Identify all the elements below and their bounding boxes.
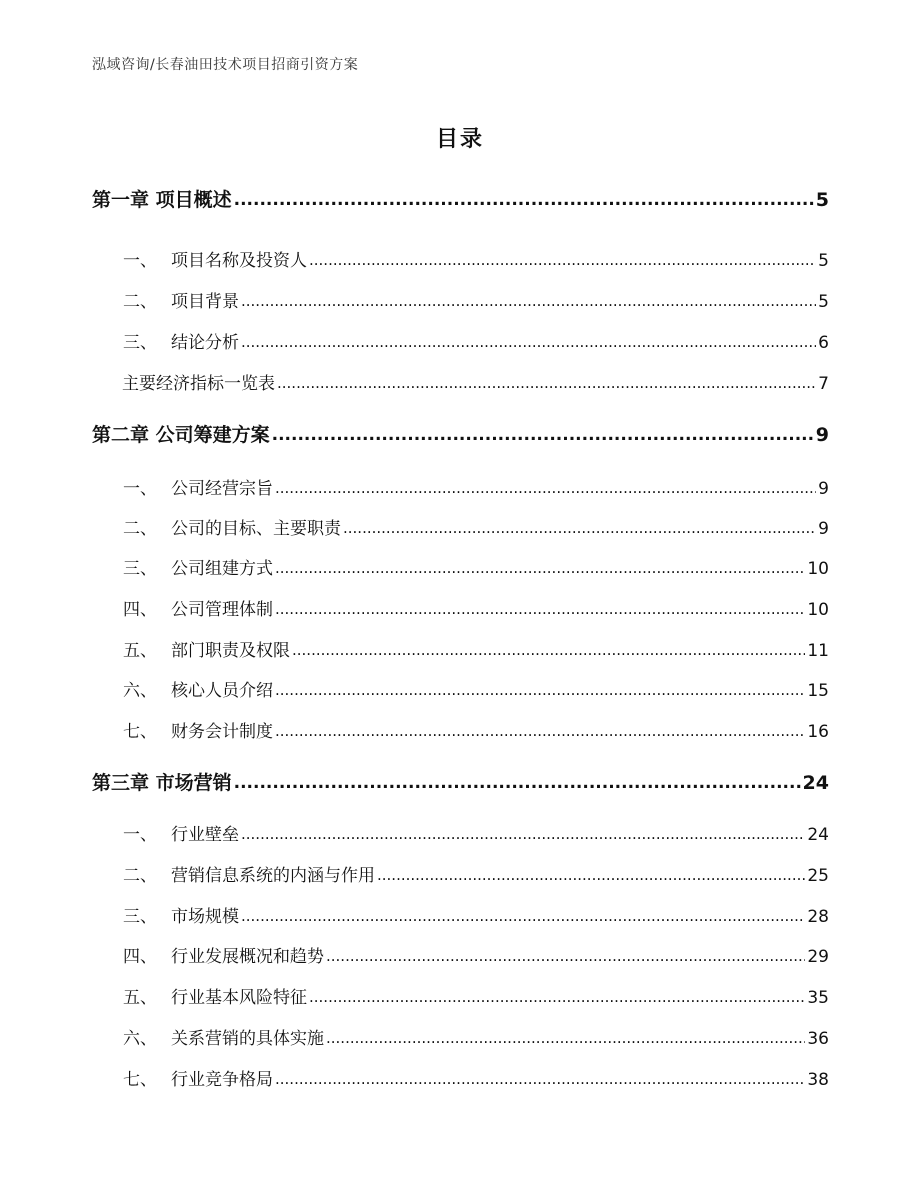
toc-entry-label <box>92 287 239 312</box>
toc-entry-number: 三、 <box>123 907 157 927</box>
toc-chapter-entry[interactable] <box>92 185 829 212</box>
toc-entry-label <box>92 636 290 661</box>
toc-entry-text: 行业发展概况和趋势 <box>171 947 324 967</box>
toc-entry-number: 二、 <box>123 866 157 886</box>
toc-entry-text: 市场规模 <box>171 907 239 927</box>
dot-leader <box>275 559 805 577</box>
toc-entry-text: 公司的目标、主要职责 <box>171 519 341 539</box>
toc-entry-label <box>92 942 324 967</box>
toc-entry-text: 第三章 市场营销 <box>92 772 232 794</box>
toc-page-number: 5 <box>818 292 829 312</box>
toc-chapter-entry[interactable] <box>92 768 829 795</box>
toc-entry-text: 主要经济指标一览表 <box>122 374 275 394</box>
toc-entry-text: 行业基本风险特征 <box>171 988 307 1008</box>
toc-entry-number: 一、 <box>123 825 157 845</box>
toc-page-number: 7 <box>818 374 829 394</box>
toc-section-entry[interactable] <box>92 554 829 579</box>
toc-section-entry[interactable] <box>92 861 829 886</box>
toc-entry-text: 核心人员介绍 <box>171 681 273 701</box>
toc-section-entry[interactable] <box>92 983 829 1008</box>
toc-section-entry[interactable] <box>92 902 829 927</box>
toc-section-entry[interactable] <box>92 595 829 620</box>
toc-page-number: 35 <box>807 988 829 1008</box>
dot-leader <box>275 600 805 618</box>
toc-section-entry[interactable] <box>122 369 829 394</box>
toc-title: 目录 <box>435 127 484 152</box>
toc-entry-text: 行业壁垒 <box>171 825 239 845</box>
toc-entry-text: 公司经营宗旨 <box>171 479 273 499</box>
toc-entry-number: 一、 <box>123 479 157 499</box>
toc-entry-number: 七、 <box>123 1070 157 1090</box>
toc-entry-text: 营销信息系统的内涵与作用 <box>171 866 375 886</box>
toc-entry-number: 二、 <box>123 292 157 312</box>
running-header: 泓域咨询/长春油田技术项目招商引资方案 <box>92 57 359 73</box>
toc-section-entry[interactable] <box>92 514 829 539</box>
dot-leader <box>275 479 816 497</box>
toc-chapter-entry[interactable] <box>92 420 829 447</box>
toc-section-entry[interactable] <box>92 328 829 353</box>
toc-entry-text: 财务会计制度 <box>171 722 273 742</box>
toc-section-entry[interactable] <box>92 942 829 967</box>
toc-entry-number: 七、 <box>123 722 157 742</box>
dot-leader <box>234 773 801 793</box>
dot-leader <box>275 681 805 699</box>
toc-entry-label <box>92 676 273 701</box>
toc-page-number: 15 <box>807 681 829 701</box>
dot-leader <box>241 333 816 351</box>
toc-entry-label <box>92 246 307 271</box>
toc-entry-label <box>92 1024 324 1049</box>
toc-page-number: 9 <box>818 519 829 539</box>
toc-entry-number: 六、 <box>123 1029 157 1049</box>
toc-entry-text: 部门职责及权限 <box>171 641 290 661</box>
toc-entry-text: 第二章 公司筹建方案 <box>92 424 270 446</box>
toc-page-number: 25 <box>807 866 829 886</box>
dot-leader <box>309 988 805 1006</box>
toc-page-number: 9 <box>818 479 829 499</box>
toc-entry-number: 四、 <box>123 600 157 620</box>
toc-section-entry[interactable] <box>92 676 829 701</box>
toc-entry-number: 三、 <box>123 559 157 579</box>
toc-page-number: 11 <box>807 641 829 661</box>
toc-entry-label <box>92 983 307 1008</box>
toc-section-entry[interactable] <box>92 1024 829 1049</box>
toc-page-number: 10 <box>807 559 829 579</box>
toc-page-number: 24 <box>807 825 829 845</box>
toc-section-entry[interactable] <box>92 636 829 661</box>
toc-entry-text: 项目名称及投资人 <box>171 251 307 271</box>
toc-entry-label <box>122 369 275 394</box>
toc-entry-label <box>92 420 270 447</box>
toc-entry-text: 公司管理体制 <box>171 600 273 620</box>
dot-leader <box>272 425 814 445</box>
toc-page-number: 16 <box>807 722 829 742</box>
toc-page-number: 29 <box>807 947 829 967</box>
dot-leader <box>234 190 814 210</box>
toc-entry-number: 五、 <box>123 641 157 661</box>
toc-entry-label <box>92 595 273 620</box>
toc-entry-label <box>92 328 239 353</box>
toc-page-number: 24 <box>802 772 829 794</box>
toc-entry-number: 三、 <box>123 333 157 353</box>
dot-leader <box>377 866 805 884</box>
dot-leader <box>326 1029 805 1047</box>
toc-entry-label <box>92 820 239 845</box>
toc-entry-number: 四、 <box>123 947 157 967</box>
dot-leader <box>309 251 816 269</box>
dot-leader <box>241 825 805 843</box>
toc-entry-label <box>92 902 239 927</box>
toc-page-number: 9 <box>815 424 829 446</box>
toc-section-entry[interactable] <box>92 246 829 271</box>
toc-page-number: 6 <box>818 333 829 353</box>
toc-entry-label <box>92 1065 273 1090</box>
toc-entry-text: 关系营销的具体实施 <box>171 1029 324 1049</box>
dot-leader <box>343 519 816 537</box>
toc-section-entry[interactable] <box>92 287 829 312</box>
toc-page-number: 5 <box>815 189 829 211</box>
toc-entry-text: 项目背景 <box>171 292 239 312</box>
toc-entry-text: 公司组建方式 <box>171 559 273 579</box>
toc-entry-number: 二、 <box>123 519 157 539</box>
toc-entry-number: 五、 <box>123 988 157 1008</box>
toc-entry-label <box>92 554 273 579</box>
toc-section-entry[interactable] <box>92 474 829 499</box>
toc-page-number: 36 <box>807 1029 829 1049</box>
dot-leader <box>277 374 816 392</box>
toc-page-number: 38 <box>807 1070 829 1090</box>
dot-leader <box>275 1070 805 1088</box>
toc-entry-label <box>92 717 273 742</box>
toc-entry-label <box>92 185 232 212</box>
toc-entry-label <box>92 514 341 539</box>
dot-leader <box>275 722 805 740</box>
dot-leader <box>326 947 805 965</box>
toc-entry-text: 行业竞争格局 <box>171 1070 273 1090</box>
toc-page-number: 28 <box>807 907 829 927</box>
toc-section-entry[interactable] <box>92 1065 829 1090</box>
toc-entry-text: 结论分析 <box>171 333 239 353</box>
toc-section-entry[interactable] <box>92 820 829 845</box>
toc-entry-label <box>92 474 273 499</box>
toc-entry-label <box>92 861 375 886</box>
toc-entry-number: 六、 <box>123 681 157 701</box>
toc-page-number: 5 <box>818 251 829 271</box>
toc-entry-text: 第一章 项目概述 <box>92 189 232 211</box>
toc-entry-number: 一、 <box>123 251 157 271</box>
toc-section-entry[interactable] <box>92 717 829 742</box>
dot-leader <box>241 907 805 925</box>
toc-entry-label <box>92 768 232 795</box>
dot-leader <box>241 292 816 310</box>
dot-leader <box>292 641 805 659</box>
toc-page-number: 10 <box>807 600 829 620</box>
